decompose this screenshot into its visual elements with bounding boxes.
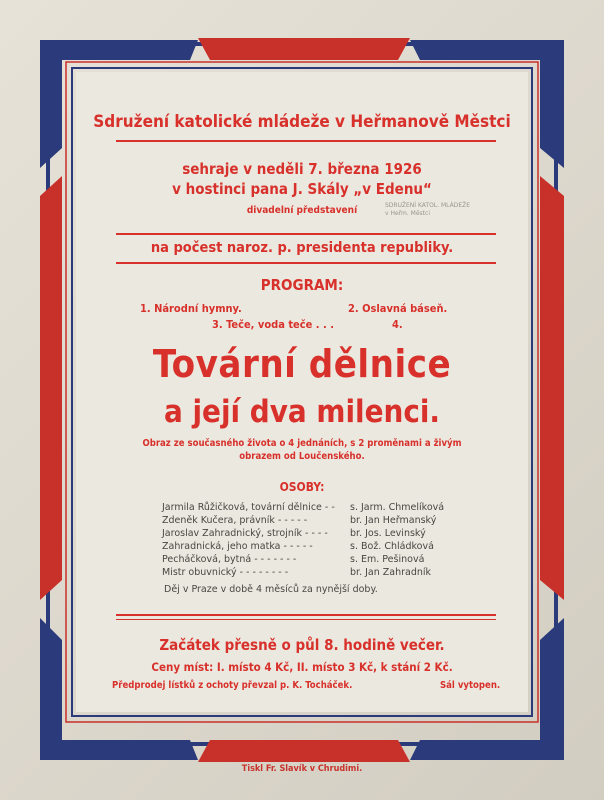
venue-line: v hostinci pana J. Skály „v Edenu“ [172,180,432,198]
presale-note: Předprodej lístků z ochoty převzal p. K. Tocháček. [112,680,353,691]
ink-stamp [385,202,470,218]
date-line: sehraje v neděli 7. března 1926 [182,160,422,178]
stamp-line-2: v Heřm. Městci [385,210,430,217]
divider-1 [116,140,496,142]
play-title-line-1: Tovární dělnice [152,342,452,386]
cast-role: Zdeněk Kučera, právník - - - - - [162,515,308,526]
performance-label: divadelní představení [246,205,358,216]
program-item-1: 1. Národní hymny. [140,302,242,315]
divider-3 [116,262,496,264]
left-red-bar [40,176,62,600]
cast-actor: s. Bož. Chládková [350,541,434,552]
organization-title: Sdružení katolické mládeže v Heřmanově Městci [93,112,511,132]
cast-actor: s. Jarm. Chmelíková [350,502,445,513]
program-item-3: 3. Teče, voda teče . . . [212,318,334,331]
cast-role: Pecháčková, bytná - - - - - - - [162,554,297,565]
cast-actor: br. Jos. Levinský [350,528,426,539]
program-item-4: 4. [392,318,403,331]
cast-actor: s. Em. Pešinová [350,554,425,565]
divider-4b [116,619,496,620]
setting-line: Děj v Praze v době 4 měsíců za nynější doby. [164,584,378,595]
occasion-line: na počest naroz. p. presidenta republiky. [150,240,454,256]
stamp-line-1: SDRUŽENÍ KATOL. MLÁDEŽE [385,202,471,209]
cast-actor: br. Jan Heřmanský [350,515,437,526]
play-title-line-2: a její dva milenci. [163,394,441,430]
right-red-bar [540,176,564,600]
cast-actor: br. Jan Zahradník [350,567,432,578]
cast-role: Jarmila Růžičková, tovární dělnice - - [162,502,335,513]
program-item-2: 2. Oslavná báseň. [348,302,448,315]
hall-note: Sál vytopen. [440,680,501,691]
divider-4 [116,614,496,616]
start-time: Začátek přesně o půl 8. hodině večer. [159,636,445,654]
play-subtitle-2: obrazem od Loučenského. [239,451,365,462]
ticket-prices: Ceny míst: I. místo 4 Kč, II. místo 3 Kč, k stání 2 Kč. [151,660,453,674]
cast-role: Mistr obuvnický - - - - - - - - [162,567,289,578]
printer-credit: Tiskl Fr. Slavík v Chrudimi. [241,764,363,774]
cast-heading: OSOBY: [279,480,325,494]
top-red-bar [198,38,410,60]
cast-role: Zahradnická, jeho matka - - - - - [162,541,313,552]
program-heading: PROGRAM: [260,276,344,294]
bottom-red-bar [198,740,410,762]
divider-2 [116,233,496,235]
cast-role: Jaroslav Zahradnický, strojník - - - - [162,528,328,539]
play-subtitle-1: Obraz ze současného života o 4 jednáních, s 2 proměnami a živým [142,438,462,449]
